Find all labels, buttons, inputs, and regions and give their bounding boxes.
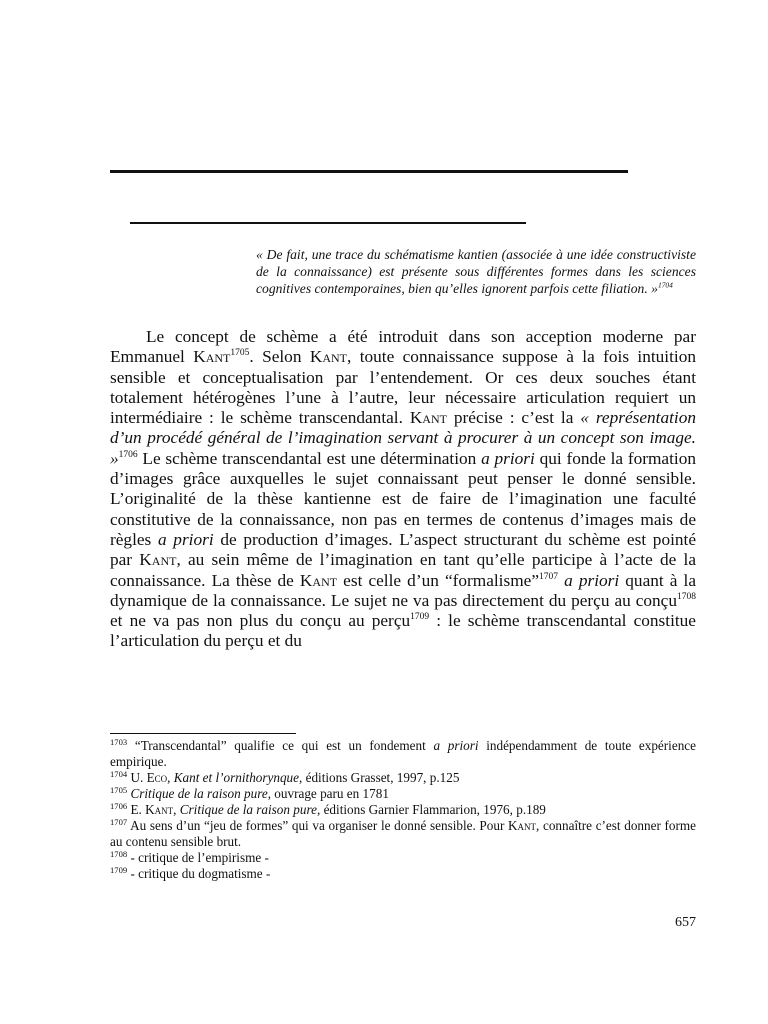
footnote-1705 [110,786,696,802]
text-run: Au sens d’un “jeu de formes” qui va organiser le donné sensible. Pour [127,818,508,833]
author-eco: Eco [146,770,168,785]
footnote-1707 [110,818,696,850]
footnote-number: 1703 [110,736,128,747]
footnote-1704 [110,770,696,786]
footnote-1708 [110,850,696,866]
text-run: , toute connaissance suppose à la fois intuition sensible et conceptualisation par l’entendement. Or ces deux souches étant totalement hétérogènes l’une à l’autre, leur nécessaire articulation requiert un intermédiaire : le schème transcendantal. [110,347,696,428]
italic-a-priori: a priori [433,738,479,753]
footnote-number: 1705 [110,784,128,795]
text-run: : le schème transcendantal constitue l’articulation du perçu et du [110,611,696,651]
second-rule [130,222,526,224]
footnote-ref-1704[interactable]: 1704 [657,280,673,290]
text-run: indépendamment de toute expérience empirique. [110,738,696,769]
footnote-1709 [110,866,696,882]
book-title: Critique de la raison pure [130,786,268,801]
book-title: Critique de la raison pure [179,802,317,817]
italic-a-priori: a priori [157,529,214,549]
text-run: Le schème transcendantal est une détermination [137,448,482,468]
text-run: , au sein même de l’imagination en tant qu’elle participe à l’acte de la connaissance. La thèse de [110,550,696,590]
kant-quote: « représentation d’un procédé général de l’imagination servant à procurer à un concept son image. » [110,408,696,468]
text-run: - critique de l’empirisme - [127,850,269,865]
footnote-ref-1707[interactable]: 1707 [539,571,558,582]
author-kant: Kant [508,818,537,833]
footnote-number: 1704 [110,768,128,779]
author-kant: Kant [193,347,231,367]
text-run: , éditions Grasset, 1997, p.125 [299,770,460,785]
footnote-1706 [110,802,696,818]
footnote-number: 1707 [110,816,128,827]
text-run: qui fonde la formation d’images grâce auxquelles le sujet connaissant peut penser le donné sensible. L’originalité de la thèse kantienne est de faire de l’imagination une faculté constitutive de la connaissance, non pas en termes de contenus d’images mais de règles [110,448,696,549]
text-run: U. [127,770,147,785]
text-run: “Transcendantal” qualifie ce qui est un fondement [127,738,434,753]
author-kant: Kant [139,550,177,570]
footnote-ref-1708[interactable]: 1708 [677,591,696,602]
footnote-separator [110,733,296,734]
top-rule [110,170,628,173]
epigraph-text: « De fait, une trace du schématisme kantien (associée à une idée constructiviste de la connaissance) est présente sous différentes formes dans les sciences cognitives contemporaines, bien qu’elles ignorent parfois cette filiation. » [256,247,696,296]
author-kant: Kant [409,408,447,428]
text-run: , éditions Garnier Flammarion, 1976, p.189 [316,802,546,817]
footnotes [110,738,696,882]
text-run: précise : c’est la [446,408,581,428]
text-run: quant à la dynamique de la connaissance. Le sujet ne va pas directement du perçu au conçu [110,570,697,610]
paragraph [110,327,696,652]
text-run: Le concept de schème a été introduit dans son acception moderne par Emmanuel [110,327,696,367]
text-run: - critique du dogmatisme - [127,866,271,881]
text-run: , [173,802,180,817]
italic-a-priori: a priori [481,448,535,468]
text-run: , [167,770,174,785]
footnote-ref-1706[interactable]: 1706 [118,449,138,460]
italic-a-priori: a priori [564,570,620,590]
book-title: Kant et l’ornithorynque [173,770,300,785]
page-number: 657 [675,915,696,930]
text-run: de production d’images. L’aspect structurant du schème est pointé par [110,529,697,570]
text-run: E. [127,802,146,817]
author-kant: Kant [299,570,338,590]
footnote-ref-1705[interactable]: 1705 [230,348,250,359]
text-run: , connaître c’est donner forme au contenu sensible brut. [110,818,696,849]
text-run: . Selon [249,347,310,367]
text-run: , ouvrage paru en 1781 [267,786,389,801]
footnote-number: 1709 [110,864,128,875]
text-run: est celle d’un “formalisme” [337,570,539,590]
footnote-ref-1709[interactable]: 1709 [410,612,430,623]
text-run: et ne va pas non plus du conçu au perçu [110,611,411,631]
footnote-number: 1708 [110,848,128,859]
author-kant: Kant [309,347,347,367]
author-kant: Kant [145,802,174,817]
epigraph [256,246,696,297]
main-paragraph [110,327,696,652]
footnote-1703 [110,738,696,770]
footnote-number: 1706 [110,800,128,811]
